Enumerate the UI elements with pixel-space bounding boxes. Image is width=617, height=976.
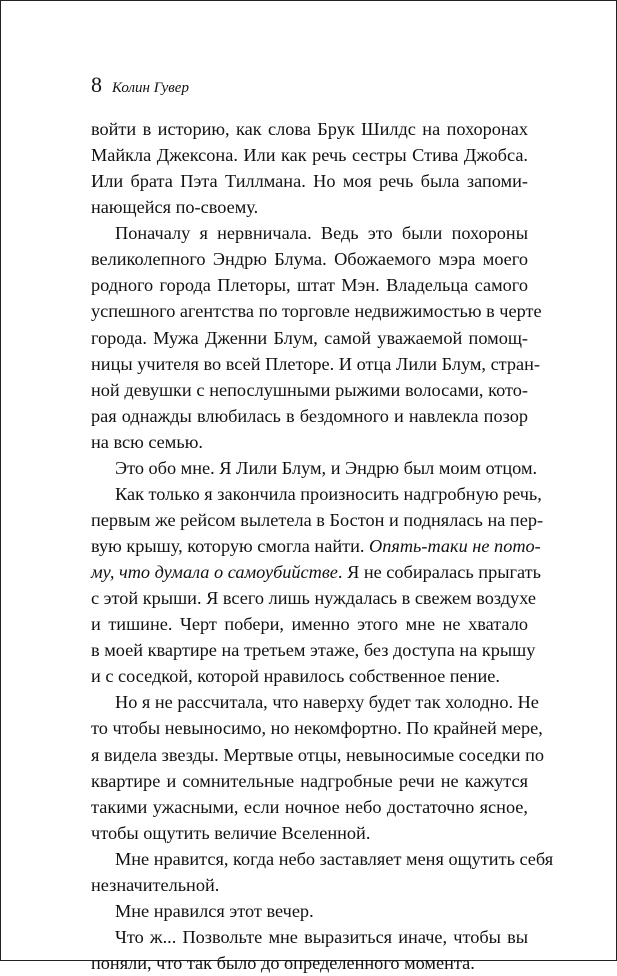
text-run: рая однажды влюбилась в бездомного и навлекла позор	[91, 405, 528, 426]
text-run: Как только я закончила произносить надгробную речь,	[115, 483, 542, 504]
text-line	[91, 351, 541, 377]
text-line	[91, 872, 528, 898]
text-line	[91, 429, 528, 455]
italic-text: Опять-таки не пото-	[369, 536, 541, 556]
text-line	[91, 142, 528, 168]
text-run: Или брата Пэта Тиллмана. Но моя речь была запоми-	[91, 171, 528, 192]
text-run: успешного агентства по торговле недвижимостью в черте	[91, 301, 542, 322]
page-body-text	[91, 116, 554, 976]
text-run: с этой крыши. Я всего лишь нуждалась в свежем воздухе	[91, 588, 536, 609]
text-run: Что ж... Позвольте мне выразиться иначе, чтобы вы	[115, 926, 528, 947]
text-line	[91, 116, 528, 142]
text-line	[91, 246, 528, 272]
text-line	[91, 559, 541, 585]
text-line	[91, 298, 542, 324]
author-name: Колин Гувер	[112, 80, 189, 96]
page-number: 8	[91, 72, 102, 97]
text-run: Мне нравился этот вечер.	[115, 900, 314, 921]
text-run: ницы учителя во всей Плеторе. И отца Лили Блум, стран-	[91, 353, 541, 374]
text-run: такими ужасными, если ночное небо достаточно ясное,	[91, 796, 528, 817]
text-run: города. Мужа Дженни Блум, самой уважаемой помощ-	[91, 327, 528, 348]
text-line	[91, 950, 528, 976]
text-line	[91, 637, 536, 663]
text-line	[91, 794, 528, 820]
text-line	[91, 611, 528, 637]
text-line	[91, 742, 545, 768]
text-run: поняли, что так было до определенного момента.	[91, 953, 475, 973]
text-run: Это обо мне. Я Лили Блум, и Эндрю был моим отцом.	[115, 457, 538, 478]
text-run: на всю семью.	[91, 431, 203, 452]
text-line	[91, 220, 528, 246]
text-run: первым же рейсом вылетела в Бостон и поднялась на пер-	[91, 509, 544, 530]
text-line	[91, 194, 528, 220]
text-line	[91, 272, 528, 298]
text-line	[91, 846, 554, 872]
text-line	[91, 481, 542, 507]
text-run: великолепного Эндрю Блума. Обожаемого мэра моего	[91, 249, 528, 270]
text-run: квартире и сомнительные надгробные речи не кажутся	[91, 770, 528, 791]
text-run: незначительной.	[91, 874, 220, 895]
text-run: ной девушки с непослушными рыжими волосами, кото-	[91, 379, 528, 400]
text-run: нающейся по-своему.	[91, 197, 259, 218]
text-line	[91, 533, 541, 559]
text-run: Но я не рассчитала, что наверху будет так холодно. Не	[115, 692, 539, 713]
text-line	[91, 507, 544, 533]
text-line	[91, 898, 528, 924]
text-line	[91, 377, 528, 403]
text-line	[91, 403, 528, 429]
text-run: Поначалу я нервничала. Ведь это были похороны	[115, 223, 528, 244]
text-run: родного города Плеторы, штат Мэн. Владельца самого	[91, 275, 528, 296]
text-run: то чтобы невыносимо, но некомфортно. По крайней мере,	[91, 718, 543, 739]
text-run: я видела звезды. Мертвые отцы, невыносимые соседки по	[91, 744, 545, 765]
text-run: . Я не собиралась прыгать	[337, 562, 541, 583]
text-run: и тишине. Черт побери, именно этого мне не хватало	[91, 614, 528, 635]
text-line	[91, 715, 543, 741]
running-header	[91, 72, 189, 98]
italic-text: му, что думала о самоубийстве	[91, 562, 338, 583]
text-run: Мне нравится, когда небо заставляет меня ощутить себя	[115, 848, 554, 869]
text-run: вую крышу, которую смогла найти.	[91, 536, 370, 556]
text-run: Майкла Джексона. Или как речь сестры Стива Джобса.	[91, 145, 528, 166]
text-line	[91, 663, 528, 689]
text-line	[91, 168, 528, 194]
text-run: в моей квартире на третьем этаже, без доступа на крышу	[91, 640, 536, 661]
text-line	[91, 455, 538, 481]
text-run: войти в историю, как слова Брук Шилдс на похоронах	[91, 119, 528, 139]
text-line	[91, 689, 539, 715]
text-line	[91, 924, 528, 950]
text-line	[91, 585, 536, 611]
text-run: и с соседкой, которой нравилось собственное пение.	[91, 666, 500, 687]
text-line	[91, 768, 528, 794]
text-line	[91, 820, 528, 846]
text-line	[91, 325, 528, 351]
text-run: чтобы ощутить величие Вселенной.	[91, 822, 371, 843]
